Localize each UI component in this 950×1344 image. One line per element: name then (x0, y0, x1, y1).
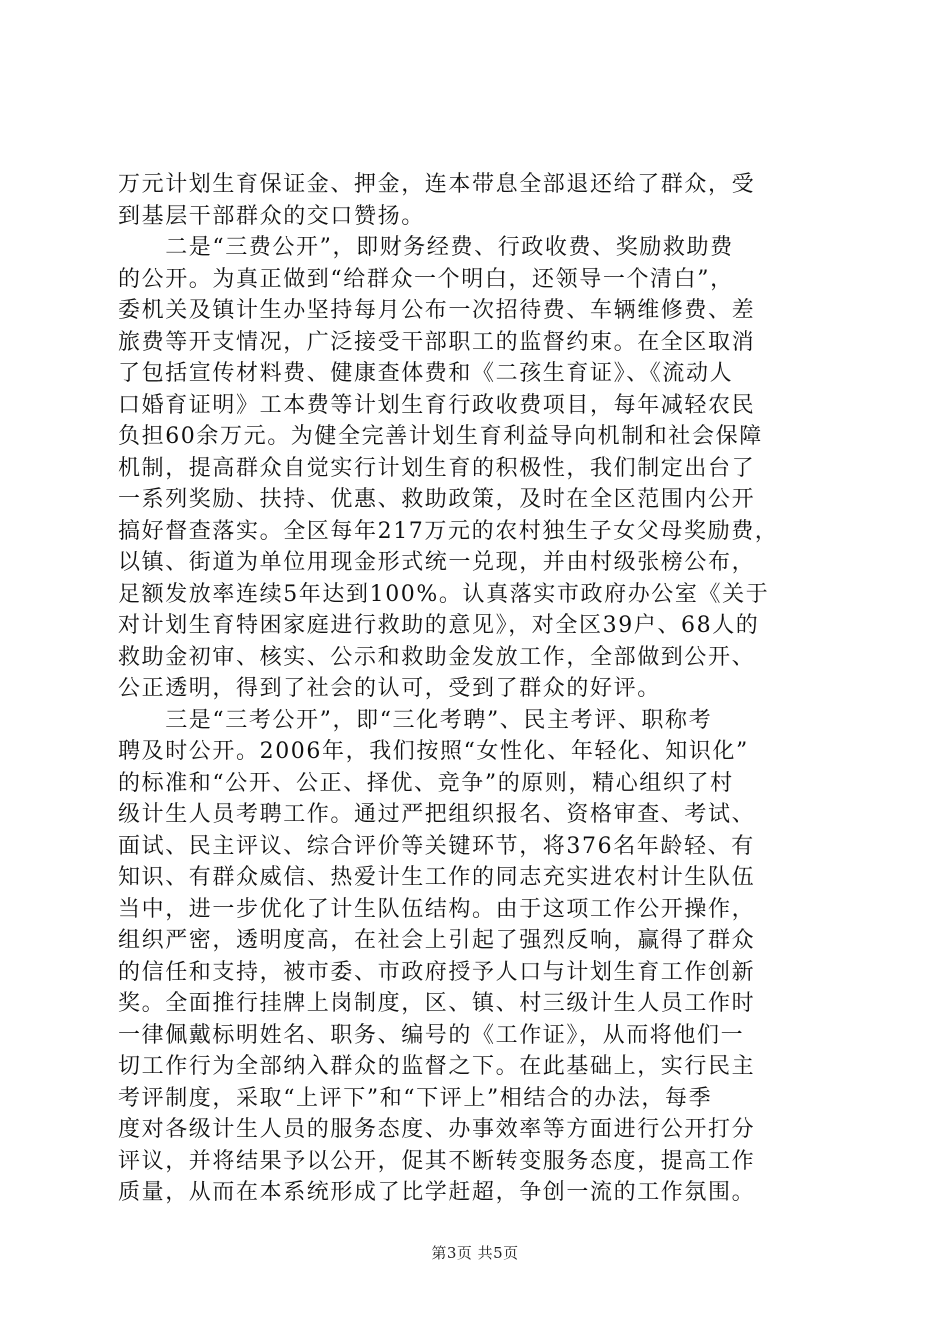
text-line: 度对各级计生人员的服务态度、办事效率等方面进行公开打分 (118, 1117, 756, 1142)
text-line: 负担60余万元。为健全完善计划生育利益导向机制和社会保障 (118, 424, 763, 449)
text-line: 级计生人员考聘工作。通过严把组织报名、资格审查、考试、 (118, 802, 756, 827)
text-line: 公正透明，得到了社会的认可，受到了群众的好评。 (118, 676, 661, 701)
text-line: 面试、民主评议、综合评价等关键环节，将376名年龄轻、有 (118, 833, 755, 859)
text-line: 的公开。为真正做到“给群众一个明白，还领导一个清白”， (118, 266, 734, 292)
text-line: 知识、有群众威信、热爱计生工作的同志充实进农村计生队伍 (118, 865, 756, 890)
text-line: 二是“三费公开”，即财务经费、行政收费、奖励救助费 (118, 235, 734, 260)
text-line: 旅费等开支情况，广泛接受干部职工的监督约束。在全区取消 (118, 329, 756, 355)
text-line: 质量，从而在本系统形成了比学赶超，争创一流的工作氛围。 (118, 1180, 756, 1205)
text-line: 一系列奖励、扶持、优惠、救助政策，及时在全区范围内公开 (118, 487, 756, 512)
text-line: 对计划生育特困家庭进行救助的意见》，对全区39户、68人的 (118, 613, 760, 638)
text-line: 三是“三考公开”，即“三化考聘”、民主考评、职称考 (118, 707, 713, 733)
text-line: 切工作行为全部纳入群众的监督之下。在此基础上，实行民主 (118, 1054, 756, 1079)
text-line: 足额发放率连续5年达到100%。认真落实市政府办公室《关于 (118, 581, 770, 607)
text-line: 搞好督查落实。全区每年217万元的农村独生子女父母奖励费， (118, 518, 779, 544)
text-line: 一律佩戴标明姓名、职务、编号的《工作证》，从而将他们一 (118, 1022, 745, 1048)
text-line: 以镇、街道为单位用现金形式统一兑现，并由村级张榜公布， (118, 550, 756, 575)
text-line: 奖。全面推行挂牌上岗制度，区、镇、村三级计生人员工作时 (118, 991, 756, 1016)
text-line: 万元计划生育保证金、押金，连本带息全部退还给了群众，受 (118, 172, 756, 197)
text-line: 委机关及镇计生办坚持每月公布一次招待费、车辆维修费、差 (118, 298, 756, 323)
text-line: 考评制度，采取“上评下”和“下评上”相结合的办法，每季 (118, 1085, 713, 1111)
document-body (118, 169, 838, 1209)
text-line: 了包括宣传材料费、健康查体费和《二孩生育证》、《流动人 (118, 361, 734, 386)
text-line: 救助金初审、核实、公示和救助金发放工作，全部做到公开、 (118, 644, 756, 670)
text-line: 的信任和支持，被市委、市政府授予人口与计划生育工作创新 (118, 959, 756, 985)
text-line: 聘及时公开。2006年，我们按照“女性化、年轻化、知识化” (118, 739, 749, 764)
text-line: 组织严密，透明度高，在社会上引起了强烈反响，赢得了群众 (118, 928, 756, 953)
text-line: 机制，提高群众自觉实行计划生育的积极性，我们制定出台了 (118, 455, 756, 481)
text-line: 的标准和“公开、公正、择优、竞争”的原则，精心组织了村 (118, 770, 734, 796)
page-footer: 第3页 共5页 (431, 1244, 519, 1262)
text-line: 口婚育证明》工本费等计划生育行政收费项目，每年减轻农民 (118, 392, 756, 418)
text-line: 当中，进一步优化了计生队伍结构。由于这项工作公开操作， (118, 896, 756, 922)
text-line: 到基层干部群众的交口赞扬。 (118, 203, 425, 229)
text-line: 评议，并将结果予以公开，促其不断转变服务态度，提高工作 (118, 1148, 756, 1174)
